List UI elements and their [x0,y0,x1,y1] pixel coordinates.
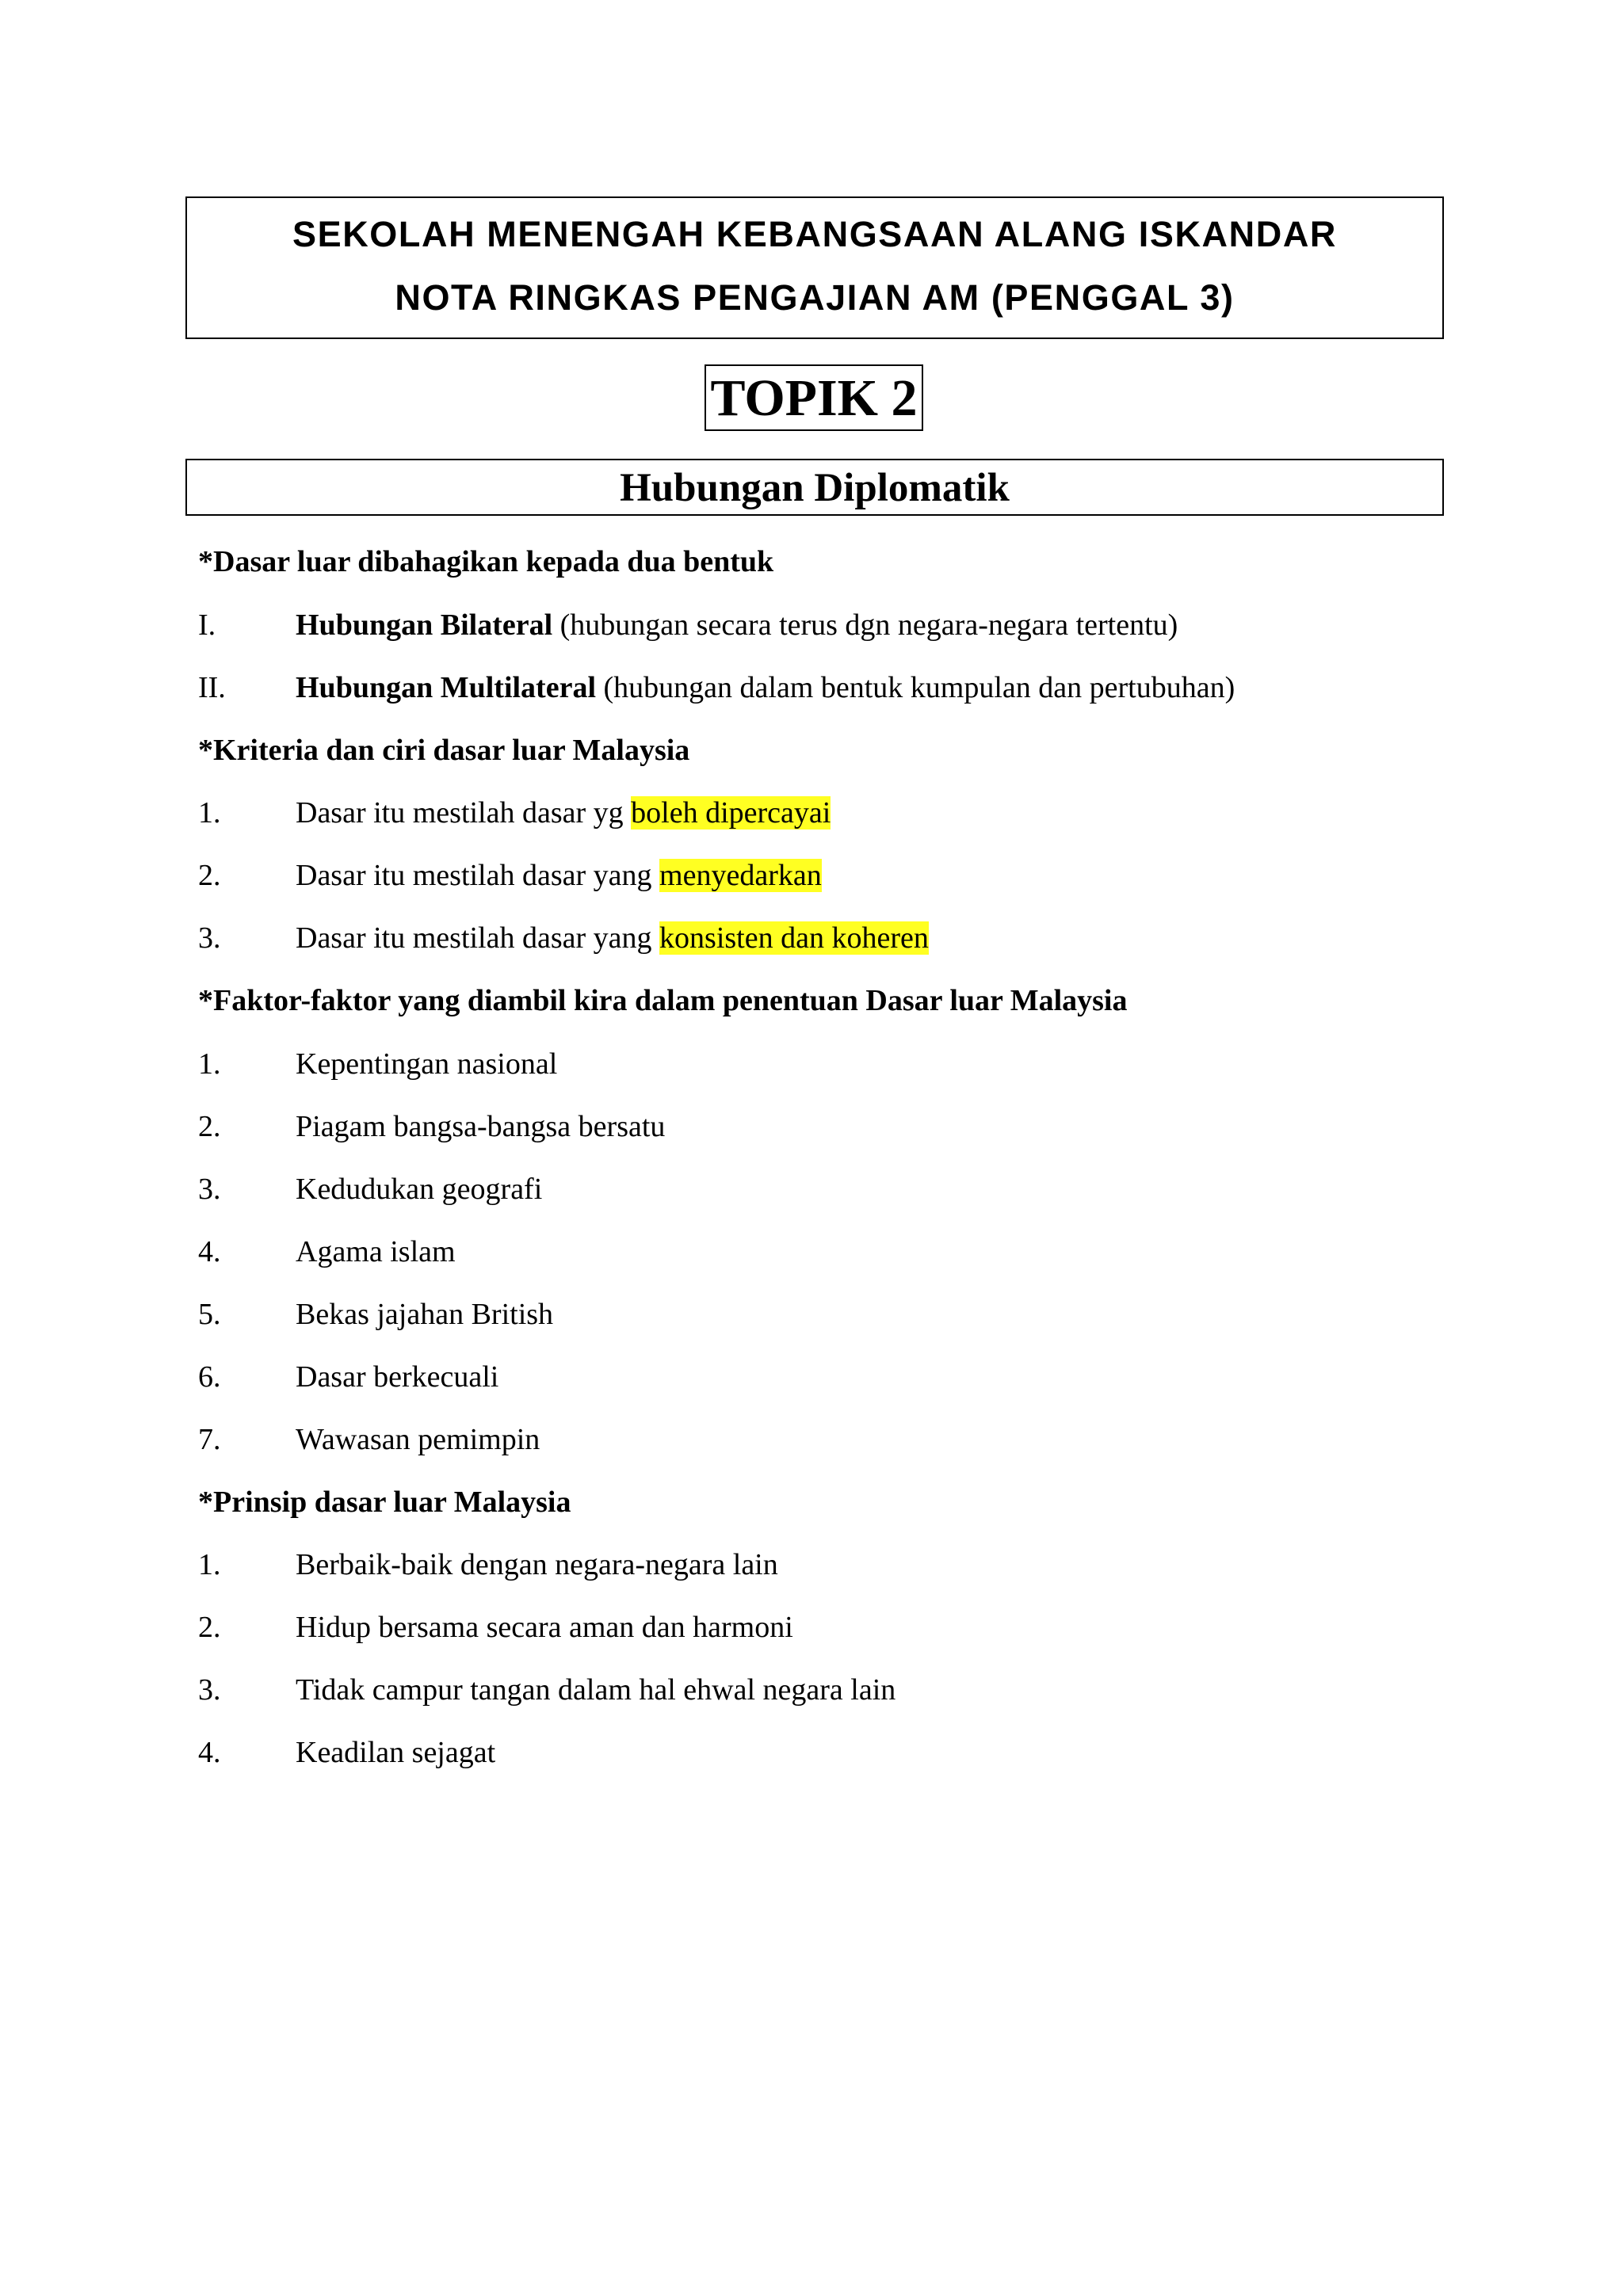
list-text [296,856,822,895]
list-text: Keadilan sejagat [296,1736,496,1769]
list-text: Piagam bangsa-bangsa bersatu [296,1110,666,1143]
list-text [296,793,831,833]
list-text [296,605,1178,645]
list-text: Berbaik-baik dengan negara-negara lain [296,1548,778,1581]
list-number: 4. [198,1736,221,1769]
list-text: Dasar berkecuali [296,1360,499,1394]
list-number: I. [198,608,216,642]
page-title: Hubungan Diplomatik [185,459,1444,516]
list-number: 2. [198,1110,221,1143]
list-number: 1. [198,796,221,830]
highlighted-text: menyedarkan [659,859,822,892]
section-heading-faktor: *Faktor-faktor yang diambil kira dalam penentuan Dasar luar Malaysia [198,984,1128,1017]
list-text [296,918,929,958]
list-number: 3. [198,1673,221,1707]
list-text: Hidup bersama secara aman dan harmoni [296,1611,793,1644]
list-number: 2. [198,1611,221,1644]
highlighted-text: konsisten dan koheren [659,921,929,955]
highlighted-text: boleh dipercayai [631,796,831,830]
list-number: 6. [198,1360,221,1394]
term-description: (hubungan secara terus dgn negara-negara tertentu) [552,608,1178,642]
list-text: Kedudukan geografi [296,1173,543,1206]
list-number: 1. [198,1548,221,1581]
list-text: Agama islam [296,1235,456,1268]
school-header-box [185,196,1444,339]
list-number: 1. [198,1047,221,1081]
notes-title: NOTA RINGKAS PENGAJIAN AM (PENGGAL 3) [395,277,1235,318]
term-bold: Hubungan Multilateral [296,671,596,704]
school-name: SEKOLAH MENENGAH KEBANGSAAN ALANG ISKANDAR [292,214,1338,254]
list-number: 5. [198,1298,221,1331]
list-text: Tidak campur tangan dalam hal ehwal negara lain [296,1673,896,1707]
list-number: 7. [198,1423,221,1456]
list-number: 3. [198,1173,221,1206]
list-number: 2. [198,859,221,892]
list-text-plain: Dasar itu mestilah dasar yang [296,859,660,892]
term-description: (hubungan dalam bentuk kumpulan dan pertubuhan) [596,671,1235,704]
list-number: II. [198,671,226,704]
topic-label: TOPIK 2 [705,364,923,431]
section-heading-prinsip: *Prinsip dasar luar Malaysia [198,1486,571,1519]
list-text-plain: Dasar itu mestilah dasar yang [296,921,660,955]
section-heading-kriteria: *Kriteria dan ciri dasar luar Malaysia [198,734,690,767]
section-heading-dasar-luar: *Dasar luar dibahagikan kepada dua bentuk [198,545,774,578]
term-bold: Hubungan Bilateral [296,608,553,642]
list-text: Wawasan pemimpin [296,1423,540,1456]
list-text: Bekas jajahan British [296,1298,554,1331]
list-number: 4. [198,1235,221,1268]
list-text-plain: Dasar itu mestilah dasar yg [296,796,632,830]
list-number: 3. [198,921,221,955]
list-text: Kepentingan nasional [296,1047,558,1081]
list-text [296,668,1235,707]
